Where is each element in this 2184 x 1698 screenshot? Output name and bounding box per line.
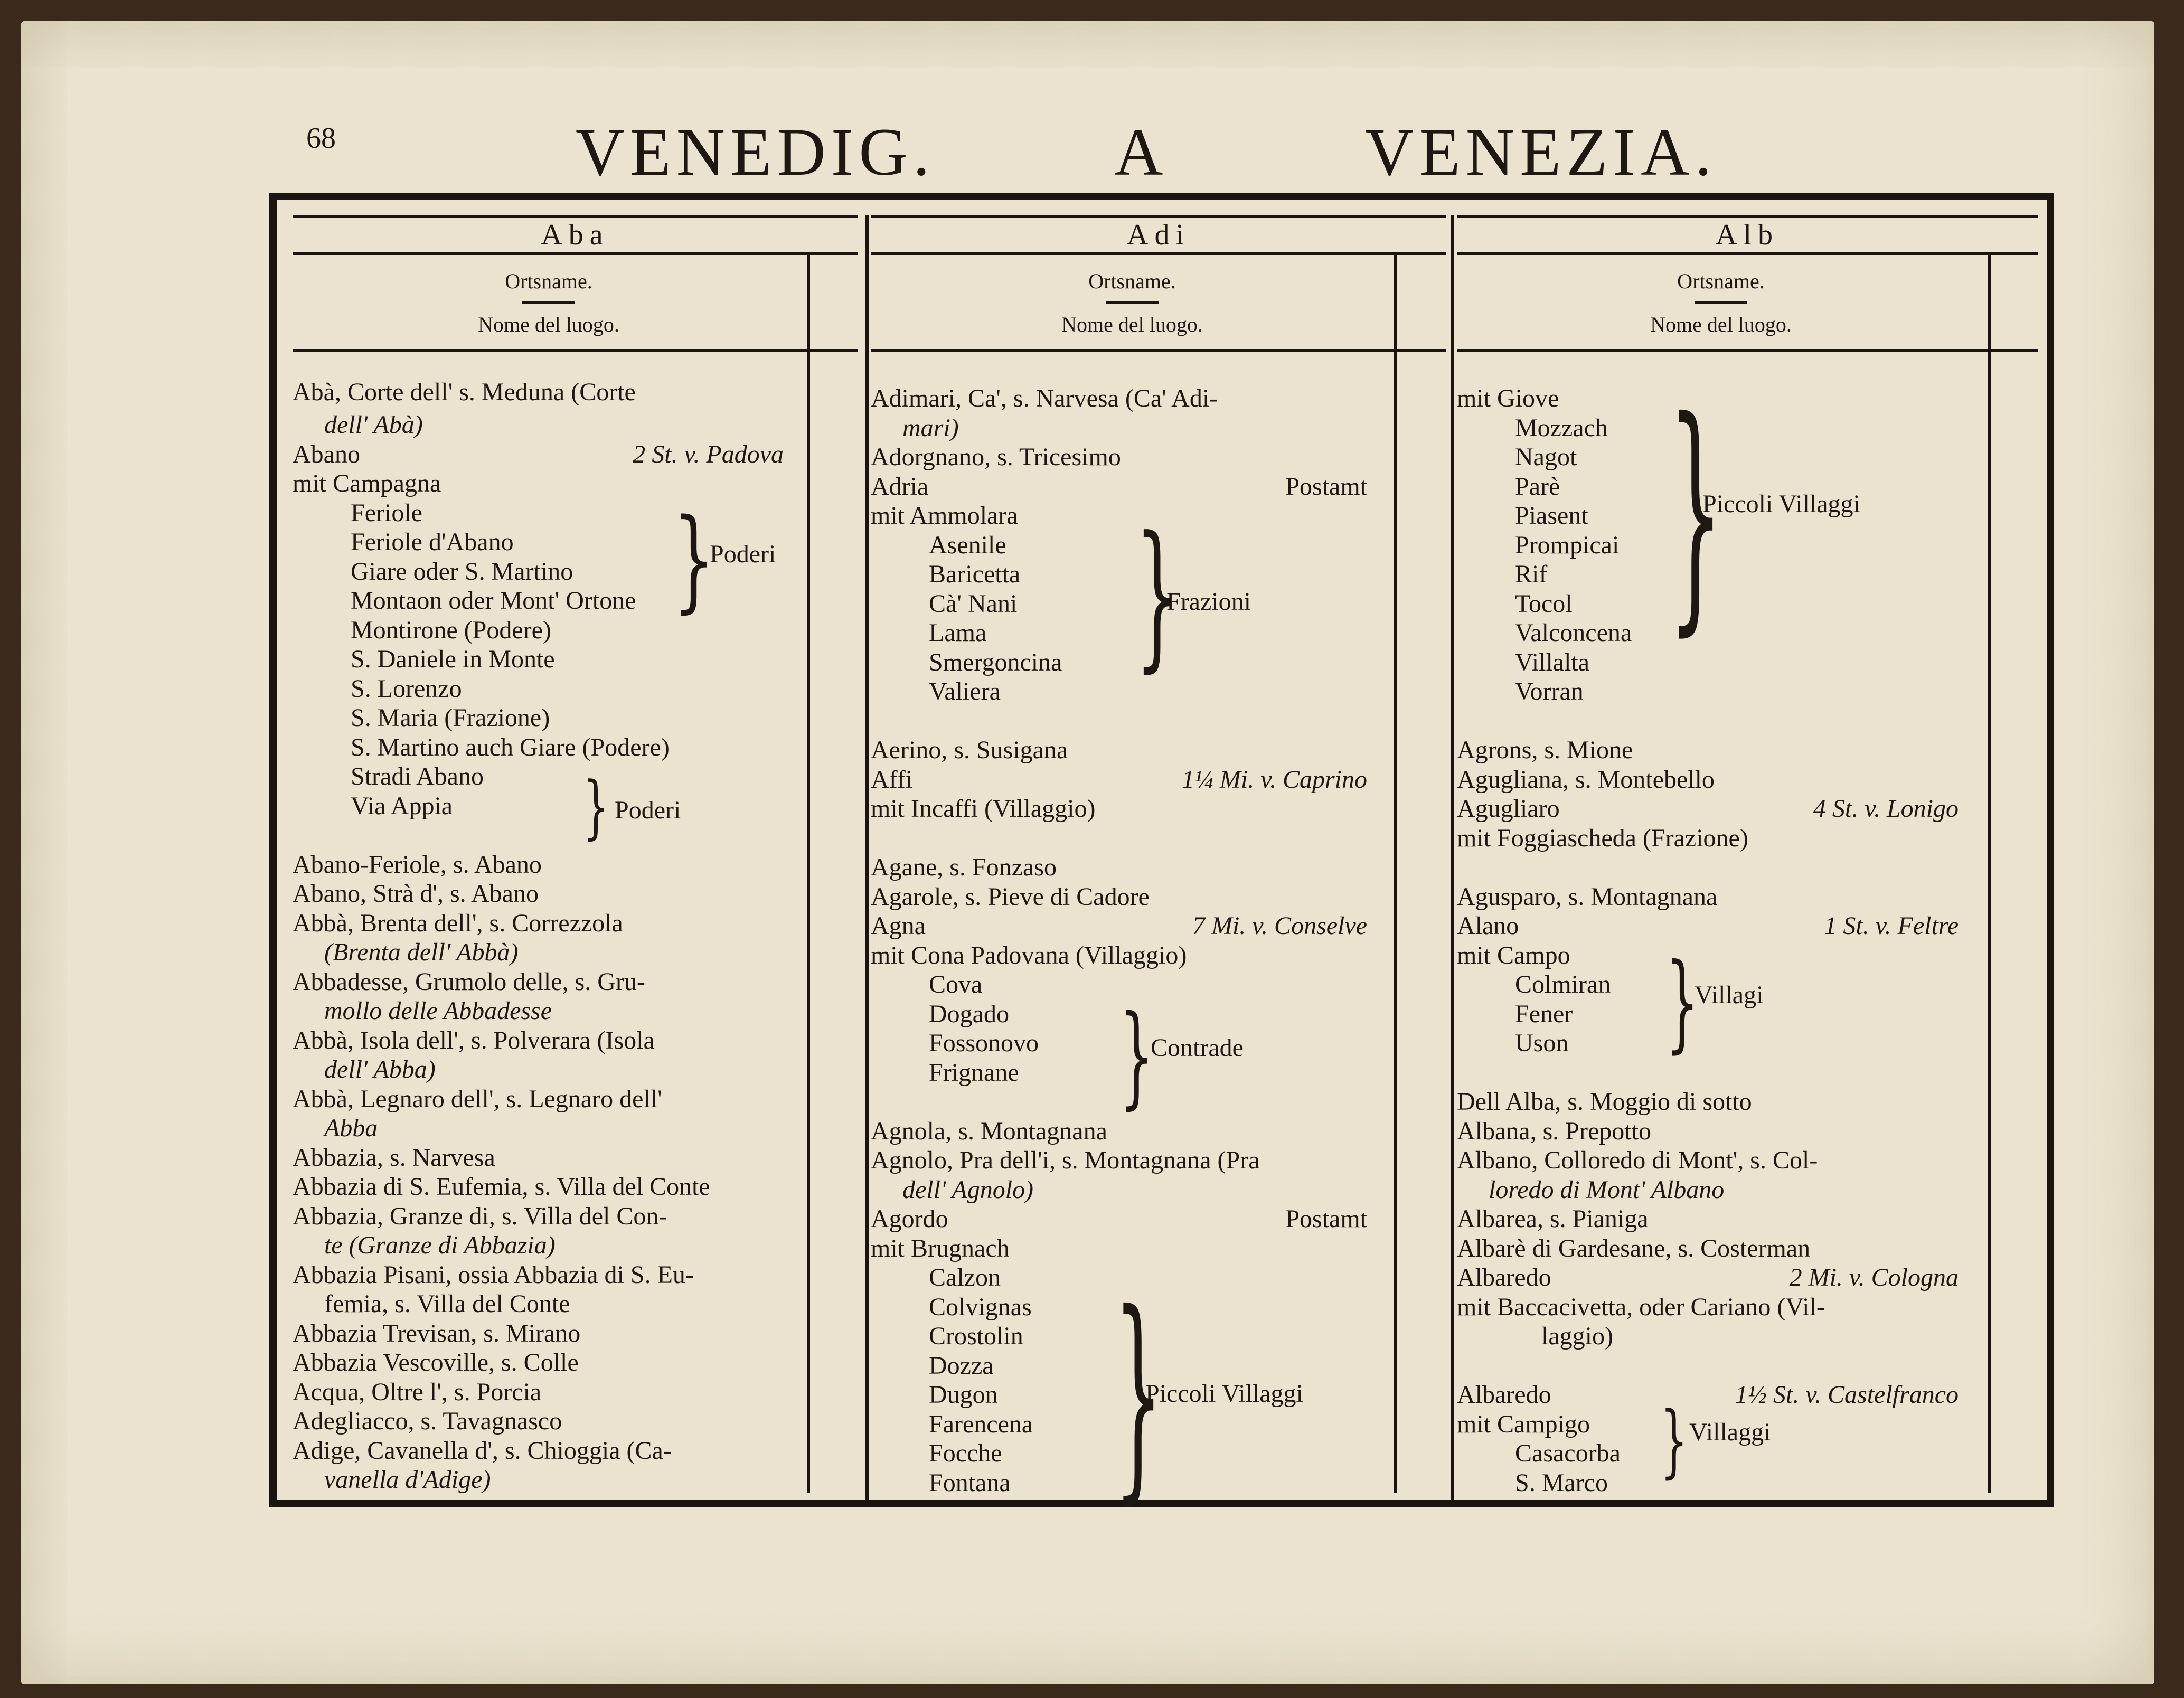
distance: 1¼ Mi. v. Caprino — [1181, 765, 1367, 794]
column-heading: Alb — [1457, 215, 2038, 255]
ortsname-label: Ortsname. — [1677, 269, 1765, 293]
gazetteer-table — [269, 193, 2054, 1524]
list-item: Abbazia Vescoville, s. Colle — [293, 1348, 579, 1376]
spacer — [871, 706, 1388, 736]
list-item: Asenile — [929, 531, 1006, 559]
list-item: Colmiran — [1515, 970, 1611, 998]
list-item: Adegliacco, s. Tavagnasco — [293, 1407, 562, 1435]
list-item: Fossonovo — [929, 1029, 1039, 1057]
list-item — [1457, 794, 1980, 824]
group-label: Frazioni — [1166, 588, 1251, 616]
list-item: Valconcena — [1515, 619, 1632, 647]
list-item: dell' Abba) — [324, 1055, 436, 1083]
list-item: Albarè di Gardesane, s. Costerman — [1457, 1234, 1811, 1262]
list-item: Giare oder S. Martino — [351, 557, 573, 586]
list-item: mit Brugnach — [871, 1234, 1010, 1262]
list-item: Cova — [929, 970, 983, 998]
list-item: Adige, Cavanella d', s. Chioggia (Ca- — [293, 1436, 672, 1465]
group-label: Piccoli Villaggi — [1145, 1380, 1303, 1408]
list-item: Uson — [1515, 1029, 1569, 1057]
list-item: Fontana — [929, 1468, 1011, 1497]
column-divider — [1451, 215, 1454, 1500]
list-item: Montirone (Podere) — [351, 616, 551, 644]
spacer — [1457, 1058, 1980, 1088]
list-item — [1457, 1380, 1980, 1410]
list-item: Nagot — [1515, 443, 1577, 471]
list-item: Vorran — [1515, 677, 1584, 705]
list-item: Albarea, s. Pianiga — [1457, 1205, 1649, 1233]
ortsname-label: Ortsname. — [1088, 269, 1176, 293]
curly-brace-icon: } — [1668, 368, 1724, 657]
group-label: Piccoli Villaggi — [1702, 490, 1860, 518]
list-item: Stradi Abano — [351, 762, 484, 790]
group-label: Poderi — [710, 540, 776, 568]
list-item: Adimari, Ca', s. Narvesa (Ca' Adi- — [871, 384, 1218, 412]
list-item — [1457, 1263, 1980, 1293]
distance: 2 Mi. v. Cologna — [1789, 1263, 1959, 1291]
column-subheading — [293, 255, 858, 352]
page-number: 68 — [306, 122, 336, 155]
list-item: Colvignas — [929, 1293, 1032, 1321]
list-item: Abbà, Isola dell', s. Polverara (Isola — [293, 1026, 655, 1054]
list-item: Cà' Nani — [929, 589, 1018, 618]
list-item: (Brenta dell' Abbà) — [324, 938, 519, 966]
list-item: Abbà, Legnaro dell', s. Legnaro dell' — [293, 1084, 662, 1113]
list-item: Focche — [929, 1439, 1002, 1467]
column-heading: Aba — [293, 215, 858, 255]
list-item: Dozza — [929, 1351, 994, 1380]
list-item: Dugon — [929, 1381, 998, 1409]
column-adi — [871, 215, 1446, 1524]
list-item: Agane, s. Fonzaso — [871, 853, 1057, 881]
list-item: Fener — [1515, 999, 1573, 1028]
list-item: Rif — [1515, 560, 1548, 588]
list-item: Baricetta — [929, 560, 1021, 588]
postamt: Postamt — [1285, 472, 1367, 501]
curly-brace-icon: } — [1135, 503, 1180, 687]
inner-divider — [1394, 252, 1397, 1493]
title-venedig: VENEDIG. — [576, 115, 935, 190]
spacer — [871, 824, 1388, 853]
list-item: Abbazia di S. Eufemia, s. Villa del Conte — [293, 1173, 710, 1201]
entry-name: Agugliaro — [1457, 795, 1560, 823]
entry-name: Albaredo — [1457, 1263, 1551, 1291]
list-item: Acqua, Oltre l', s. Porcia — [293, 1378, 542, 1406]
list-item: dell' Abà) — [324, 411, 423, 439]
list-item — [871, 911, 1388, 941]
list-item: Agnola, s. Montagnana — [871, 1117, 1107, 1145]
list-item: S. Lorenzo — [351, 674, 462, 703]
list-item: femia, s. Villa del Conte — [324, 1290, 570, 1318]
list-item: mollo delle Abbadesse — [324, 997, 552, 1025]
list-item: Frignane — [929, 1058, 1019, 1087]
column-aba — [293, 215, 858, 1493]
group-label: Villaggi — [1689, 1418, 1771, 1446]
ortsname-label: Ortsname. — [505, 269, 592, 293]
inner-divider — [1988, 252, 1991, 1493]
curly-brace-icon: } — [673, 495, 716, 624]
list-item: Crostolin — [929, 1322, 1023, 1350]
list-item: Abà, Corte dell' s. Meduna (Corte — [293, 378, 636, 406]
group-label: Contrade — [1151, 1034, 1244, 1062]
column-subheading — [871, 255, 1446, 352]
list-item: Agugliana, s. Montebello — [1457, 765, 1715, 794]
distance: 2 St. v. Padova — [633, 440, 784, 468]
list-item: Parè — [1515, 472, 1560, 501]
list-item: Farencena — [929, 1410, 1033, 1438]
title-venezia: VENEZIA. — [1365, 115, 1717, 190]
curly-brace-icon: } — [583, 767, 609, 847]
list-item: Tocol — [1515, 589, 1573, 618]
list-item: Calzon — [929, 1263, 1001, 1291]
list-item: mit Campagna — [293, 469, 441, 497]
list-item: loredo di Mont' Albano — [1489, 1175, 1725, 1204]
list-item: Feriole — [351, 498, 422, 527]
list-item: S. Martino auch Giare (Podere) — [351, 733, 670, 761]
list-item: Aerino, s. Susigana — [871, 736, 1068, 764]
list-item: Villalta — [1515, 648, 1590, 676]
list-item: Agarole, s. Pieve di Cadore — [871, 882, 1150, 911]
list-item: laggio) — [1541, 1322, 1613, 1350]
curly-brace-icon: } — [1114, 1266, 1163, 1524]
list-item: Casacorba — [1515, 1439, 1621, 1467]
list-item: Abbà, Brenta dell', s. Correzzola — [293, 909, 623, 937]
list-item: Albano, Colloredo di Mont', s. Col- — [1457, 1146, 1818, 1174]
distance: 4 St. v. Lonigo — [1813, 795, 1959, 823]
list-item: Abbadesse, Grumolo delle, s. Gru- — [293, 967, 645, 996]
spacer — [1457, 706, 1980, 736]
list-item: S. Marco — [1515, 1468, 1608, 1497]
list-item: Smergoncina — [929, 648, 1062, 676]
nome-label: Nome del luogo. — [478, 313, 619, 336]
postamt: Postamt — [1285, 1205, 1367, 1233]
list-item: te (Granze di Abbazia) — [324, 1231, 556, 1259]
entry-name: Adria — [871, 472, 929, 501]
list-item: mit Baccacivetta, oder Cariano (Vil- — [1457, 1293, 1825, 1321]
list-item: Prompicai — [1515, 531, 1620, 559]
list-item: mit Incaffi (Villaggio) — [871, 795, 1096, 823]
list-item: vanella d'Adige) — [324, 1466, 491, 1494]
column-heading: Adi — [871, 215, 1446, 255]
list-item: Lama — [929, 619, 987, 647]
list-item: S. Maria (Frazione) — [351, 704, 550, 732]
column-divider — [865, 215, 869, 1500]
group-label: Villagi — [1695, 981, 1764, 1009]
list-item: dell' Agnolo) — [902, 1175, 1034, 1204]
list-item: Albana, s. Prepotto — [1457, 1117, 1651, 1145]
nome-label: Nome del luogo. — [1061, 313, 1203, 336]
list-item: Adorgnano, s. Tricesimo — [871, 443, 1121, 471]
list-item — [871, 1204, 1388, 1234]
list-item: Abbazia, Granze di, s. Villa del Con- — [293, 1202, 667, 1230]
column-subheading — [1457, 255, 2038, 352]
list-item: Abbazia, s. Narvesa — [293, 1143, 495, 1172]
divider — [1106, 301, 1159, 304]
group-label: Poderi — [615, 796, 681, 824]
list-item: Abano-Feriole, s. Abano — [293, 850, 542, 879]
curly-brace-icon: } — [1665, 941, 1699, 1064]
list-item: Abba — [324, 1114, 378, 1142]
divider — [1695, 301, 1747, 304]
entry-name: Agordo — [871, 1205, 948, 1233]
book-page — [21, 21, 2154, 1684]
spacer — [1457, 1351, 1980, 1381]
curly-brace-icon: } — [1660, 1395, 1688, 1487]
list-item: Agnolo, Pra dell'i, s. Montagnana (Pra — [871, 1146, 1260, 1174]
nome-label: Nome del luogo. — [1650, 313, 1792, 336]
list-item: Abbazia Trevisan, s. Mirano — [293, 1319, 581, 1347]
list-item: Piasent — [1515, 502, 1588, 530]
entry-name: Alano — [1457, 912, 1519, 940]
curly-brace-icon: } — [1119, 991, 1154, 1120]
distance: 7 Mi. v. Conselve — [1192, 912, 1367, 940]
list-item: mari) — [902, 413, 959, 442]
entry-name: Albaredo — [1457, 1381, 1551, 1409]
list-item — [293, 440, 805, 469]
inner-divider — [807, 252, 810, 1493]
list-item: Abbazia Pisani, ossia Abbazia di S. Eu- — [293, 1260, 694, 1289]
list-item: mit Ammolara — [871, 502, 1018, 530]
list-item: Agrons, s. Mione — [1457, 736, 1633, 764]
list-item — [871, 765, 1388, 795]
list-item: Feriole d'Abano — [351, 528, 514, 556]
list-item — [871, 472, 1388, 502]
list-item: Abano, Strà d', s. Abano — [293, 880, 539, 908]
list-item: S. Daniele in Monte — [351, 645, 555, 673]
list-item: Mozzach — [1515, 413, 1608, 442]
column-alb — [1457, 215, 2038, 1497]
list-item: Montaon oder Mont' Ortone — [351, 587, 636, 615]
divider — [522, 301, 575, 304]
list-item: mit Foggiascheda (Frazione) — [1457, 824, 1748, 852]
entry-name: Agna — [871, 912, 926, 940]
list-item: Dell Alba, s. Moggio di sotto — [1457, 1088, 1752, 1116]
distance: 1 St. v. Feltre — [1824, 912, 1959, 940]
list-item: Valiera — [929, 677, 1001, 705]
spacer — [293, 820, 805, 850]
list-item: mit Campigo — [1457, 1410, 1590, 1438]
list-item: mit Cona Padovana (Villaggio) — [871, 941, 1187, 969]
list-item: mit Giove — [1457, 384, 1559, 412]
entry-name: Abano — [293, 440, 360, 468]
distance: 1½ St. v. Castelfranco — [1735, 1381, 1959, 1409]
entry-name: Affi — [871, 765, 913, 794]
spacer — [1457, 853, 1980, 882]
list-item: Agusparo, s. Montagnana — [1457, 882, 1718, 911]
list-item — [1457, 911, 1980, 941]
list-item: Dogado — [929, 999, 1009, 1028]
list-item: Via Appia — [351, 791, 453, 820]
list-item: mit Campo — [1457, 941, 1570, 969]
title-letter: A — [1114, 115, 1169, 190]
